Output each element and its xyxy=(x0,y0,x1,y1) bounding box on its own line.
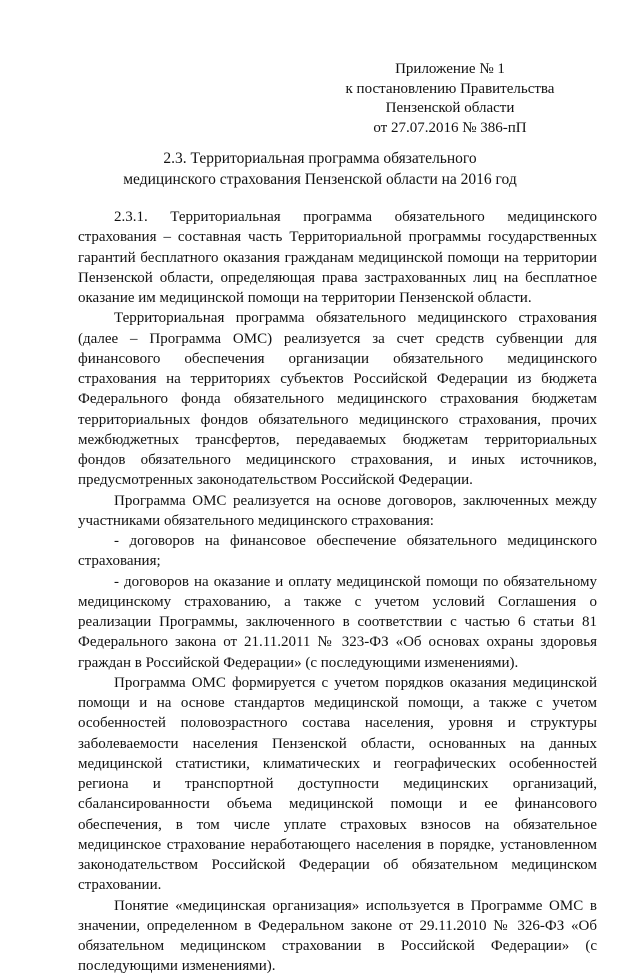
annex-region: Пензенской области xyxy=(385,100,515,116)
document-body xyxy=(78,207,597,977)
paragraph-funding: Территориальная программа обязательного медицинского страхования (далее – Программа ОМС) реализуется за счет средств субвенции для финансового обеспечения организации обязательного медицинского страхования на территориях субъектов Российской Федерации из бюджета Федерального фонда обязательного медицинского страхования бюджетам территориальных фондов обязательного медицинского страхования, прочих межбюджетных трансфертов, передаваемых бюджетам территориальных фондов обязательного медицинского страхования, и иных источников, предусмотренных законодательством Российской Федерации. xyxy=(78,310,597,489)
annex-header xyxy=(300,60,600,138)
paragraph-2-3-1: 2.3.1. Территориальная программа обязательного медицинского страхования – составная часть Территориальной программы государственных гарантий бесплатного оказания гражданам медицинской помощи на территории Пензенской области, определяющая права застрахованных лиц на бесплатное оказание им медицинской помощи на территории Пензенской области. xyxy=(78,209,597,306)
paragraph-formation: Программа ОМС формируется с учетом порядков оказания медицинской помощи и на основе стандартов медицинской помощи, а также с учетом особенностей половозрастного состава населения, уровня и структуры заболеваемости населения Пензенской области, основанных на данных медицинской статистики, климатических и географических особенностей региона и транспортной доступности медицинских организаций, сбалансированности объема медицинской помощи и ее финансового обеспечения, в том числе уплате страховых взносов на обязательное медицинское страхование неработающего населения в порядке, установленном законодательством Российской Федерации об обязательном медицинском страховании. xyxy=(78,674,597,894)
paragraph-definition: Понятие «медицинская организация» используется в Программе ОМС в значении, определенном в Федеральном законе от 29.11.2010 № 326-ФЗ «Об обязательном медицинском страховании в Российской Федерации» (с последующими изменениями). xyxy=(78,897,597,975)
section-title xyxy=(60,149,580,190)
annex-number: Приложение № 1 xyxy=(395,61,505,77)
annex-reference: к постановлению Правительства xyxy=(345,80,555,97)
list-item-care-contracts: - договоров на оказание и оплату медицинской помощи по обязательному медицинскому страхованию, а также с учетом условий Соглашения о реализации Программы, заключенного в соответствии с частью 6 статьи 81 Федерального закона от 21.11.2011 № 323-ФЗ «Об основах охраны здоровья граждан в Российской Федерации» (с последующими изменениями). xyxy=(78,573,597,671)
paragraph-contracts: Программа ОМС реализуется на основе договоров, заключенных между участниками обязательного медицинского страхования: xyxy=(78,492,597,529)
annex-date: от 27.07.2016 № 386-пП xyxy=(373,119,527,136)
section-title-line: медицинского страхования Пензенской области на 2016 год xyxy=(123,170,517,188)
list-item-financing-contracts: - договоров на финансовое обеспечение обязательного медицинского страхования; xyxy=(78,533,597,570)
section-title-line: 2.3. Территориальная программа обязательного xyxy=(163,150,477,167)
